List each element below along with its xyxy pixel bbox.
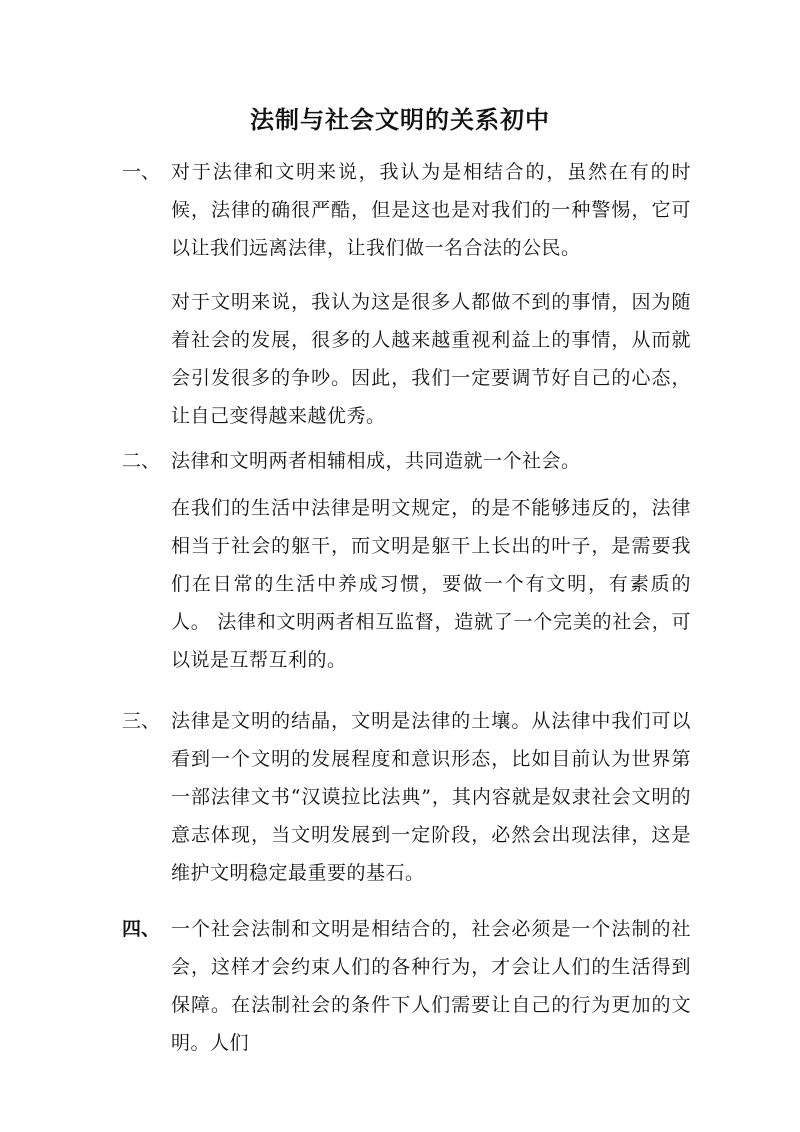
page-title: 法制与社会文明的关系初中 (250, 105, 550, 134)
section-2-marker: 二、 (122, 450, 161, 472)
section-4-marker: 四、 (122, 918, 161, 940)
section-2-paragraph-2: 在我们的生活中法律是明文规定，的是不能够违反的，法律相当于社会的躯干，而文明是躯干上长出的叶子，是需要我们在日常的生活中养成习惯，要做一个有文明，有素质的人。 法律和文明两者相互监督，造就了一个完美的社会，可以说是互帮互利的。 (171, 497, 691, 671)
section-4-paragraph-1: 一个社会法制和文明是相结合的，社会必须是一个法制的社会，这样才会约束人们的各种行为，才会让人们的生活得到保障。在法制社会的条件下人们需要让自己的行为更加的文明。人们 (171, 918, 691, 1054)
section-1-paragraph-1: 对于法律和文明来说，我认为是相结合的，虽然在有的时候，法律的确很严酷，但是这也是对我们的一种警惕，它可以让我们远离法律，让我们做一名合法的公民。 (171, 161, 691, 259)
section-3-marker: 三、 (122, 710, 161, 732)
section-1-paragraph-2: 对于文明来说，我认为这是很多人都做不到的事情，因为随着社会的发展，很多的人越来越重视利益上的事情，从而就会引发很多的争吵。因此，我们一定要调节好自己的心态，让自己变得越来越优秀。 (171, 291, 691, 427)
section-2-paragraph-1: 法律和文明两者相辅相成，共同造就一个社会。 (171, 450, 581, 472)
section-1-marker: 一、 (122, 161, 161, 183)
section-3-paragraph-1: 法律是文明的结晶，文明是法律的土壤。从法律中我们可以看到一个文明的发展程度和意识形态，比如目前认为世界第一部法律文书“汉谟拉比法典”，其内容就是奴隶社会文明的意志体现，当文明发展到一定阶段，必然会出现法律，这是维护文明稳定最重要的基石。 (171, 710, 691, 884)
